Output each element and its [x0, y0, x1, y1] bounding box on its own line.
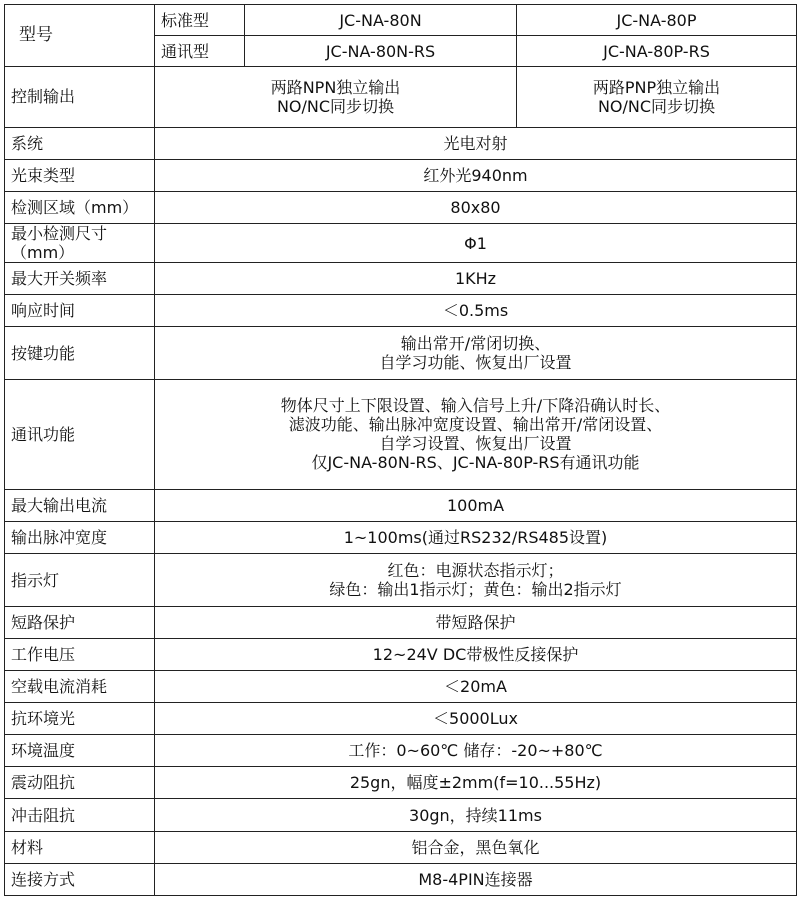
model-label: 型号: [5, 5, 155, 67]
control-output-label: 控制输出: [5, 67, 155, 127]
model-comm-npn: JC-NA-80N-RS: [245, 36, 517, 67]
spec-value: [155, 863, 797, 895]
spec-value: [155, 522, 797, 554]
standard-type-label: 标准型: [155, 5, 245, 36]
spec-value-line: ＜5000Lux: [433, 709, 518, 729]
header-row-standard: [5, 5, 797, 36]
spec-value: [155, 670, 797, 702]
spec-row: [5, 191, 797, 223]
spec-row: [5, 735, 797, 767]
spec-label: 冲击阻抗: [5, 799, 155, 831]
spec-value-line: 1KHz: [454, 269, 497, 289]
spec-row: [5, 127, 797, 159]
spec-label: 抗环境光: [5, 703, 155, 735]
spec-value: [155, 379, 797, 489]
spec-row: [5, 606, 797, 638]
control-output-npn: [155, 67, 517, 127]
spec-label: 输出脉冲宽度: [5, 522, 155, 554]
spec-row: [5, 490, 797, 522]
spec-value-line: 滤波功能、输出脉冲宽度设置、输出常开/常闭设置、: [288, 415, 663, 435]
spec-row: [5, 703, 797, 735]
spec-row: [5, 554, 797, 606]
spec-row: [5, 379, 797, 489]
spec-label: 最小检测尺寸（mm）: [5, 223, 155, 262]
spec-value-line: 输出常开/常闭切换、: [400, 334, 551, 353]
spec-value: [155, 703, 797, 735]
spec-row: [5, 638, 797, 670]
model-standard-pnp: JC-NA-80P: [517, 5, 797, 36]
spec-label: 光束类型: [5, 159, 155, 191]
spec-row: [5, 863, 797, 895]
spec-value-line: 12~24V DC带极性反接保护: [372, 644, 579, 664]
spec-row: [5, 295, 797, 327]
spec-value: [155, 191, 797, 223]
spec-value-line: 工作：0~60℃ 储存：-20~+80℃: [348, 741, 603, 761]
spec-label: 工作电压: [5, 638, 155, 670]
spec-value: [155, 735, 797, 767]
spec-table: [4, 4, 797, 896]
spec-value-line: 红外光940nm: [423, 165, 528, 185]
spec-label: 材料: [5, 831, 155, 863]
spec-label: 指示灯: [5, 554, 155, 606]
spec-label: 按键功能: [5, 327, 155, 379]
spec-row: [5, 263, 797, 295]
control-output-npn-line2: NO/NC同步切换: [276, 96, 395, 116]
spec-value: [155, 799, 797, 831]
spec-value: [155, 638, 797, 670]
spec-value-line: M8-4PIN连接器: [418, 869, 533, 889]
spec-value-line: 光电对射: [443, 133, 508, 153]
spec-row: [5, 767, 797, 799]
spec-value-line: 铝合金，黑色氧化: [411, 837, 540, 857]
spec-value-line: 仅JC-NA-80N-RS、JC-NA-80P-RS有通讯功能: [311, 453, 640, 473]
spec-value-line: Φ1: [464, 233, 487, 253]
spec-value-line: ＜20mA: [444, 676, 507, 696]
spec-value: [155, 159, 797, 191]
spec-row: [5, 670, 797, 702]
spec-value: [155, 127, 797, 159]
spec-value: [155, 490, 797, 522]
spec-label: 空载电流消耗: [5, 670, 155, 702]
spec-value-line: 1~100ms(通过RS232/RS485设置): [343, 528, 608, 548]
spec-label: 最大开关频率: [5, 263, 155, 295]
spec-label: 检测区域（mm）: [5, 191, 155, 223]
control-output-row: [5, 67, 797, 127]
spec-value-line: 红色：电源状态指示灯；: [387, 561, 564, 580]
spec-value-line: 30gn，持续11ms: [409, 805, 542, 825]
spec-value: [155, 554, 797, 606]
spec-row: [5, 159, 797, 191]
spec-value-line: 80x80: [450, 197, 501, 217]
spec-value: [155, 295, 797, 327]
spec-row: [5, 223, 797, 262]
spec-value-line: 25gn，幅度±2mm(f=10...55Hz): [349, 773, 602, 793]
spec-label: 短路保护: [5, 606, 155, 638]
spec-value-line: 自学习设置、恢复出厂设置: [379, 434, 572, 454]
control-output-pnp-line1: 两路PNP独立输出: [592, 77, 721, 97]
spec-value-line: 自学习功能、恢复出厂设置: [379, 353, 572, 372]
spec-row: [5, 522, 797, 554]
control-output-pnp: [517, 67, 797, 127]
spec-value-line: 带短路保护: [435, 612, 516, 632]
model-standard-npn: JC-NA-80N: [245, 5, 517, 36]
spec-value-line: 物体尺寸上下限设置、输入信号上升/下降沿确认时长、: [280, 396, 671, 416]
spec-value-line: 绿色：输出1指示灯；黄色：输出2指示灯: [329, 580, 622, 599]
spec-row: [5, 327, 797, 379]
spec-label: 响应时间: [5, 295, 155, 327]
spec-value-line: 100mA: [446, 496, 505, 516]
spec-value-line: ＜0.5ms: [442, 301, 509, 321]
spec-label: 最大输出电流: [5, 490, 155, 522]
spec-value: [155, 327, 797, 379]
control-output-npn-line1: 两路NPN独立输出: [270, 77, 401, 97]
spec-label: 震动阻抗: [5, 767, 155, 799]
spec-label: 连接方式: [5, 863, 155, 895]
spec-label: 环境温度: [5, 735, 155, 767]
spec-row: [5, 831, 797, 863]
spec-value: [155, 831, 797, 863]
spec-label: 系统: [5, 127, 155, 159]
comm-type-label: 通讯型: [155, 36, 245, 67]
control-output-pnp-line2: NO/NC同步切换: [597, 96, 716, 116]
spec-value: [155, 767, 797, 799]
spec-label: 通讯功能: [5, 379, 155, 489]
spec-value: [155, 223, 797, 262]
model-comm-pnp: JC-NA-80P-RS: [517, 36, 797, 67]
spec-row: [5, 799, 797, 831]
spec-value: [155, 606, 797, 638]
spec-value: [155, 263, 797, 295]
